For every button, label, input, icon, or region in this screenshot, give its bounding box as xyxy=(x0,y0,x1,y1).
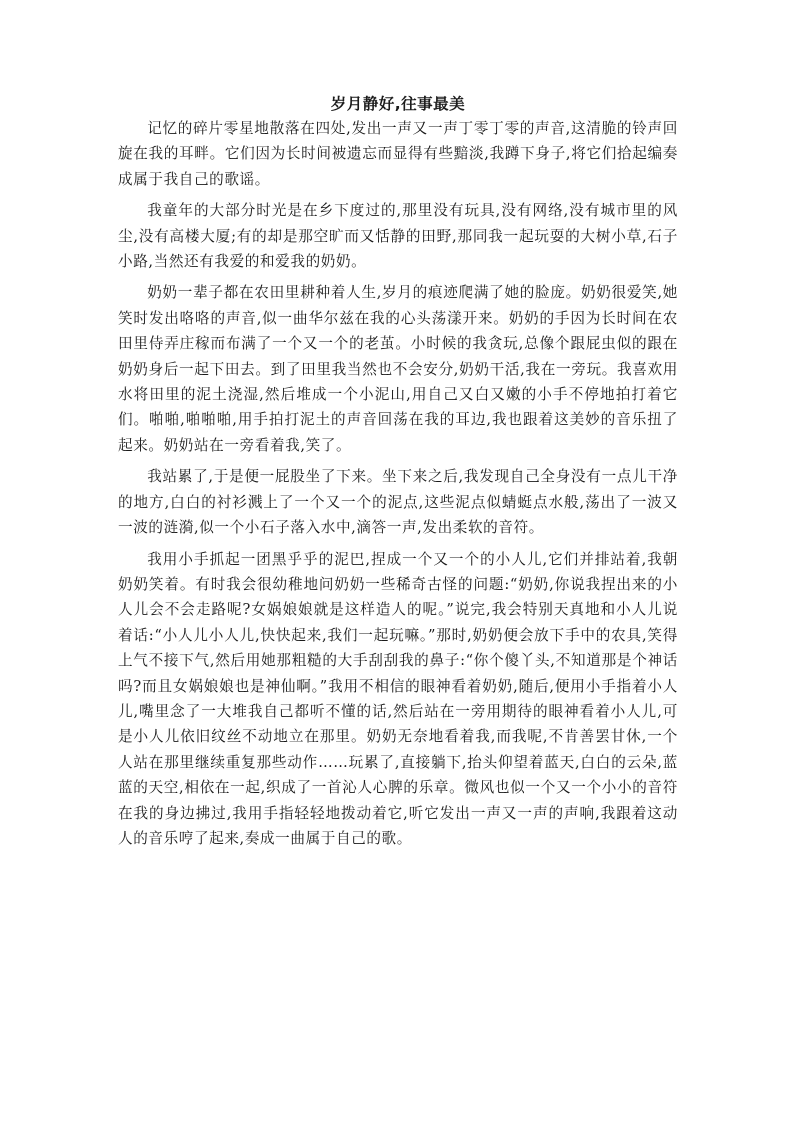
article-title: 岁月静好,往事最美 xyxy=(330,95,466,113)
paragraph-5: 我用小手抓起一团黑乎乎的泥巴,捏成一个又一个的小人儿,它们并排站着,我朝奶奶笑着。有时我会很幼稚地问奶奶一些稀奇古怪的问题:“奶奶,你说我捏出来的小人儿会不会走路呢?女娲娘娘就是这样造人的呢。”说完,我会特别天真地和小人儿说着话:“小人儿小人儿,快快起来,我们一起玩嘛。”那时,奶奶便会放下手中的农具,笑得上气不接下气,然后用她那粗糙的大手刮刮我的鼻子:“你个傻丫头,不知道那是个神话吗?而且女娲娘娘也是神仙啊。”我用不相信的眼神看着奶奶,随后,便用小手指着小人儿,嘴里念了一大堆我自己都听不懂的话,然后站在一旁用期待的眼神看着小人儿,可是小人儿依旧纹丝不动地立在那里。奶奶无奈地看着我,而我呢,不肯善罢甘休,一个人站在那里继续重复那些动作……玩累了,直接躺下,抬头仰望着蓝天,白白的云朵,蓝蓝的天空,相依在一起,织成了一首沁人心脾的乐章。微风也似一个又一个小小的音符在我的身边拂过,我用手指轻轻地拨动着它,听它发出一声又一声的声响,我跟着这动人的音乐哼了起来,奏成一曲属于自己的歌。 xyxy=(118,550,678,847)
paragraph-2: 我童年的大部分时光是在乡下度过的,那里没有玩具,没有网络,没有城市里的风尘,没有高楼大厦;有的却是那空旷而又恬静的田野,那同我一起玩耍的大树小草,石子小路,当然还有我爱的和爱我的奶奶。 xyxy=(118,202,678,271)
paragraph-4: 我站累了,于是便一屁股坐了下来。坐下来之后,我发现自己全身没有一点儿干净的地方,白白的衬衫溅上了一个又一个的泥点,这些泥点似蜻蜓点水般,荡出了一波又一波的涟漪,似一个小石子落入水中,滴答一声,发出柔软的音符。 xyxy=(118,468,678,537)
article-body xyxy=(118,94,678,857)
paragraph-1: 记忆的碎片零星地散落在四处,发出一声又一声丁零丁零的声音,这清脆的铃声回旋在我的耳畔。它们因为长时间被遗忘而显得有些黯淡,我蹲下身子,将它们拾起编奏成属于我自己的歌谣。 xyxy=(118,120,678,188)
paragraph-3: 奶奶一辈子都在农田里耕种着人生,岁月的痕迹爬满了她的脸庞。奶奶很爱笑,她笑时发出咯咯的声音,似一曲华尔兹在我的心头荡漾开来。奶奶的手因为长时间在农田里侍弄庄稼而布满了一个又一个的老茧。小时候的我贪玩,总像个跟屁虫似的跟在奶奶身后一起下田去。到了田里我当然也不会安分,奶奶干活,我在一旁玩。我喜欢用水将田里的泥土浇湿,然后堆成一个小泥山,用自己又白又嫩的小手不停地拍打着它们。啪啪,啪啪啪,用手拍打泥土的声音回荡在我的耳边,我也跟着这美妙的音乐扭了起来。奶奶站在一旁看着我,笑了。 xyxy=(118,284,678,454)
